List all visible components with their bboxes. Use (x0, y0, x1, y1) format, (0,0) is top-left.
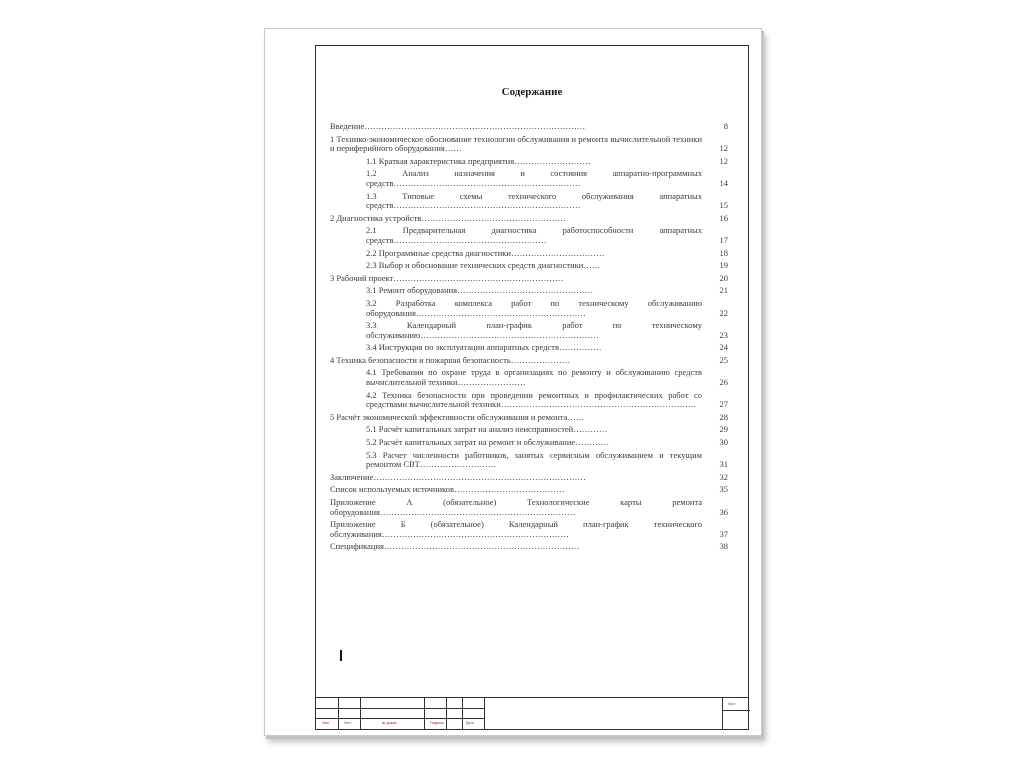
toc-entry-text: Введение…………………………………………………………………… (330, 121, 586, 131)
toc-entry-page: 22 (719, 307, 728, 318)
document-page (264, 28, 762, 736)
toc-entry-text: Приложение Б (обязательное) Календарный план-график технического обслуживания………………………………………………………… (330, 519, 702, 539)
stamp-sheet-label: Лист (728, 702, 736, 706)
table-of-contents (330, 122, 728, 555)
toc-entry (330, 157, 728, 167)
toc-entry (330, 498, 728, 517)
toc-entry-text: 2.1 Предварительная диагностика работоспособности аппаратных средств……………………………………………… (366, 225, 702, 245)
toc-entry (330, 261, 728, 271)
toc-entry-text: 3 Рабочий проект…………………………………………………… (330, 272, 564, 283)
toc-title: Содержание (501, 86, 563, 98)
toc-entry-page: 36 (719, 506, 728, 517)
toc-entry-text: 5 Расчёт экономической эффективности обслуживания и ремонта…… (330, 411, 585, 422)
toc-entry (330, 343, 728, 353)
toc-entry-text: 5.1 Расчёт капитальных затрат на анализ неисправностей………… (366, 424, 608, 435)
toc-entry-text: 2 Диагностика устройств…………………………………………… (330, 212, 566, 223)
stamp-label-signature: Подпись (430, 721, 444, 725)
toc-entry-text: 1.2 Анализ назначения и состояния аппаратно-программных средств………………………………………………………… (366, 168, 702, 188)
toc-entry-page: 27 (719, 399, 728, 410)
stamp-label-doc-number: № докум. (382, 721, 398, 725)
toc-entry-page: 28 (719, 411, 728, 422)
toc-entry-page: 38 (719, 541, 728, 552)
toc-entry (330, 520, 728, 539)
toc-entry-text: 2.2 Программные средства диагностики…………………………… (366, 247, 605, 258)
toc-entry-page: 8 (723, 121, 728, 131)
toc-entry-page: 24 (719, 342, 728, 353)
toc-entry-text: 2.3 Выбор и обоснование технических средств диагностики…… (366, 260, 601, 271)
toc-entry-text: Спецификация…………………………………………………………… (330, 541, 580, 552)
toc-entry (330, 413, 728, 423)
stamp-label-date: Дата (466, 721, 474, 725)
toc-entry (330, 192, 728, 211)
toc-entry-page: 15 (719, 200, 728, 211)
toc-entry-text: 5.3 Расчет численности работников, занятых сервисным обслуживанием и текущим ремонтом СВТ……………………… (366, 449, 702, 470)
toc-entry-text: 3.2 Разработка комплекса работ по техническому обслуживанию оборудования…………………………………………………… (366, 297, 702, 318)
toc-entry (330, 299, 728, 318)
toc-entry (330, 438, 728, 448)
toc-entry (330, 286, 728, 296)
toc-entry-text: Приложение А (обязательное) Технологические карты ремонта оборудования…………………………………………………………… (330, 497, 702, 517)
toc-entry-page: 20 (719, 272, 728, 283)
toc-entry-page: 19 (719, 260, 728, 271)
toc-entry (330, 485, 728, 495)
toc-entry-page: 12 (719, 143, 728, 154)
toc-entry-page: 32 (719, 471, 728, 482)
toc-entry-page: 12 (719, 155, 728, 166)
toc-entry-text: 3.3 Календарный план-график работ по техническому обслуживанию……………………………………………………… (366, 320, 702, 340)
toc-entry (330, 135, 728, 154)
toc-entry-page: 37 (719, 528, 728, 539)
toc-entry-page: 25 (719, 354, 728, 365)
toc-entry-text: 4.1 Требования по охране труда в организациях по ремонту и обслуживанию средств вычислительной техники…………………… (366, 367, 702, 388)
toc-entry-page: 23 (719, 329, 728, 340)
toc-entry-text: 3.1 Ремонт оборудования………………………………………… (366, 285, 594, 296)
page-frame (315, 45, 749, 730)
toc-entry-page: 35 (719, 484, 728, 495)
toc-entry-text: 5.2 Расчёт капитальных затрат на ремонт и обслуживание………… (366, 437, 610, 448)
toc-entry-text: 4 Техника безопасности и пожарная безопасность………………… (330, 354, 571, 365)
stamp-label-sheet: Лист (344, 721, 352, 725)
toc-entry-page: 30 (719, 437, 728, 448)
toc-entry-page: 18 (719, 247, 728, 258)
toc-entry (330, 214, 728, 224)
toc-entry-text: 1 Технико-экономическое обоснование технологии обслуживания и ремонта вычислительной техники и периферийного оборудования…… (330, 133, 702, 154)
toc-entry-page: 14 (719, 177, 728, 188)
toc-entry (330, 425, 728, 435)
toc-entry-text: Заключение………………………………………………………………… (330, 471, 586, 482)
toc-entry (330, 122, 728, 132)
toc-entry-page: 21 (719, 285, 728, 296)
toc-entry-text: 1.1 Краткая характеристика предприятия……………………… (366, 155, 591, 166)
title-block-stamp (316, 697, 748, 729)
toc-entry (330, 356, 728, 366)
toc-entry-text: 1.3 Типовые схемы технического обслуживания аппаратных средств………………………………………………………… (366, 190, 702, 211)
toc-entry (330, 226, 728, 245)
toc-entry (330, 368, 728, 387)
toc-entry (330, 169, 728, 188)
text-cursor (340, 650, 342, 661)
toc-entry-page: 26 (719, 377, 728, 388)
toc-entry-page: 29 (719, 424, 728, 435)
toc-entry (330, 249, 728, 259)
toc-entry-page: 17 (719, 234, 728, 245)
toc-entry-page: 31 (719, 459, 728, 470)
toc-entry-text: 3.4 Инструкция по эксплуатации аппаратных средств…………… (366, 342, 602, 353)
toc-entry (330, 391, 728, 410)
toc-entry (330, 473, 728, 483)
stamp-label-change: Изм. (322, 721, 330, 725)
toc-entry-text: Список используемых источников………………………………… (330, 484, 565, 495)
toc-entry (330, 321, 728, 340)
toc-entry (330, 542, 728, 552)
toc-entry (330, 274, 728, 284)
toc-entry-page: 16 (719, 212, 728, 223)
toc-entry (330, 451, 728, 470)
toc-entry-text: 4.2 Техника безопасности при проведении ремонтных и профилактических работ со средствами вычислительной техники…………………………………………………………… (366, 389, 702, 410)
